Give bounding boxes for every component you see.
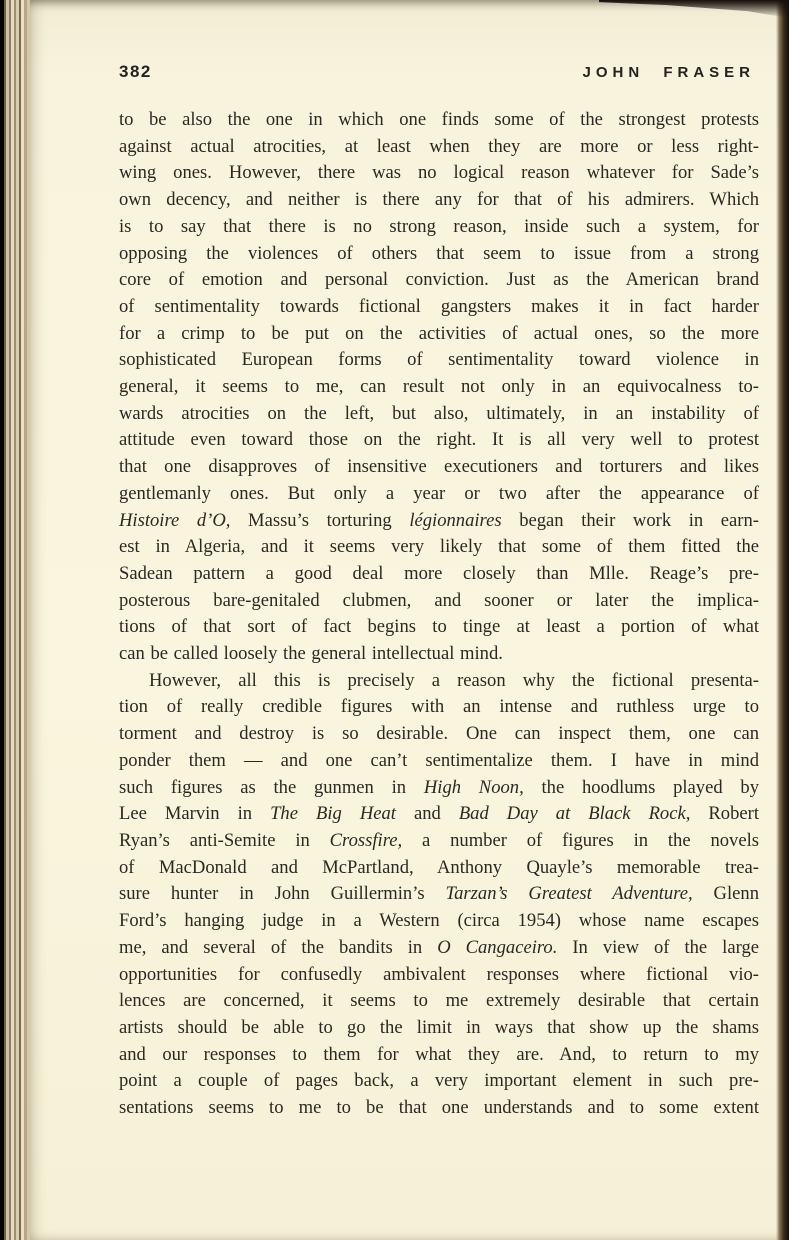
text-segment: Lee Marvin in [119, 803, 271, 825]
text-line [119, 347, 759, 374]
text-segment: is to say that there is no strong reason, inside such a system, for [119, 215, 759, 237]
running-header: JOHN FRASER [582, 64, 755, 81]
page-top-corner-shadow [599, 0, 789, 18]
text-line [119, 881, 759, 908]
text-segment: sentations seems to me to be that one understands and to some extent [119, 1097, 759, 1119]
text-segment: est in Algeria, and it seems very likely that some of them fitted the [119, 536, 759, 558]
text-line [119, 1015, 759, 1042]
text-line [119, 668, 759, 695]
text-segment: torment and destroy is so desirable. One can inspect them, one can [119, 723, 759, 745]
text-line [119, 508, 759, 535]
text-segment: lences are concerned, it seems to me extremely desirable that certain [119, 990, 759, 1012]
text-segment: me, and several of the bandits in [119, 936, 438, 958]
text-line [119, 641, 759, 668]
text-segment: began their work in earn- [501, 509, 759, 531]
text-line [119, 908, 759, 935]
text-segment: In view of the large [557, 936, 759, 958]
text-segment: tion of really credible figures with an intense and ruthless urge to [119, 696, 759, 718]
text-line [119, 134, 759, 161]
text-segment: wing ones. However, there was no logical reason whatever for Sade’s [119, 162, 759, 184]
italic-text-segment: The Big Heat [270, 803, 396, 825]
text-segment: own decency, and neither is there any for that of his admirers. Which [119, 189, 759, 211]
italic-text-segment: Bad Day at Black Rock, [458, 803, 691, 825]
page-number: 382 [119, 62, 152, 81]
italic-text-segment: Tarzan’s Greatest Adventure, [445, 883, 693, 905]
text-segment: However, all this is precisely a reason why the fictional presenta- [149, 669, 759, 691]
text-segment: ponder them — and one can’t sentimentalize them. I have in mind [119, 749, 759, 771]
italic-text-segment: O Cangaceiro. [437, 936, 558, 958]
text-segment: Ford’s hanging judge in a Western (circa 1954) whose name escapes [119, 910, 759, 932]
text-line [119, 481, 759, 508]
text-line [119, 187, 759, 214]
page [30, 0, 789, 1240]
text-line [119, 214, 759, 241]
text-segment: can be called loosely the general intellectual mind. [119, 643, 503, 665]
text-line [119, 160, 759, 187]
text-segment: core of emotion and personal conviction. Just as the American brand [119, 269, 759, 291]
text-line [119, 748, 759, 775]
text-segment: Sadean pattern a good deal more closely than Mlle. Reage’s pre- [119, 562, 759, 584]
text-block [119, 107, 759, 1122]
text-line [119, 855, 759, 882]
text-line [119, 694, 759, 721]
page-header [119, 62, 755, 84]
text-segment: attitude even toward those on the right. It is all very well to protest [119, 429, 759, 451]
text-line [119, 988, 759, 1015]
text-segment: of MacDonald and McPartland, Anthony Quayle’s memorable trea- [119, 856, 759, 878]
text-line [119, 321, 759, 348]
text-segment: tions of that sort of fact begins to tinge at least a portion of what [119, 616, 759, 638]
text-line [119, 775, 759, 802]
text-line [119, 534, 759, 561]
text-segment: such figures as the gunmen in [119, 776, 424, 798]
text-segment: a number of figures in the novels [402, 829, 759, 851]
text-line [119, 962, 759, 989]
italic-text-segment: légionnaires [409, 509, 502, 531]
italic-text-segment: Crossfire, [329, 829, 403, 851]
text-segment: posterous bare-genitaled clubmen, and sooner or later the implica- [119, 589, 759, 611]
text-segment: artists should be able to go the limit in ways that show up the shams [119, 1016, 759, 1038]
text-segment: sure hunter in John Guillermin’s [119, 883, 446, 905]
text-line [119, 454, 759, 481]
text-segment: and [395, 803, 459, 825]
text-segment: sophisticated European forms of sentimentality toward violence in [119, 349, 759, 371]
page-right-edge-shadow [776, 0, 789, 1240]
text-segment: Ryan’s anti-Semite in [119, 829, 330, 851]
text-segment: that one disapproves of insensitive executioners and torturers and likes [119, 456, 759, 478]
text-line [119, 561, 759, 588]
text-line [119, 294, 759, 321]
book-binding-edge [0, 0, 30, 1240]
text-line [119, 267, 759, 294]
text-line [119, 1042, 759, 1069]
text-line [119, 241, 759, 268]
text-segment: opportunities for confusedly ambivalent responses where fictional vio- [119, 963, 759, 985]
text-segment: of sentimentality towards fictional gangsters makes it in fact harder [119, 295, 759, 317]
italic-text-segment: Histoire d’O, [119, 509, 231, 531]
text-segment: Massu’s torturing [230, 509, 410, 531]
text-line [119, 828, 759, 855]
text-line [119, 107, 759, 134]
text-line [119, 1068, 759, 1095]
text-segment: for a crimp to be put on the activities of actual ones, so the more [119, 322, 759, 344]
text-line [119, 614, 759, 641]
text-segment: Glenn [692, 883, 759, 905]
text-line [119, 1095, 759, 1122]
text-segment: general, it seems to me, can result not only in an equivocalness to- [119, 376, 759, 398]
text-line [119, 374, 759, 401]
text-segment: wards atrocities on the left, but also, ultimately, in an instability of [119, 402, 759, 424]
text-line [119, 427, 759, 454]
text-line [119, 401, 759, 428]
text-segment: Robert [690, 803, 760, 825]
text-segment: point a couple of pages back, a very important element in such pre- [119, 1070, 759, 1092]
text-segment: gentlemanly ones. But only a year or two after the appearance of [119, 482, 759, 504]
text-segment: opposing the violences of others that seem to issue from a strong [119, 242, 759, 264]
text-line [119, 935, 759, 962]
text-line [119, 721, 759, 748]
text-line [119, 801, 759, 828]
text-segment: and our responses to them for what they are. And, to return to my [119, 1043, 759, 1065]
text-line [119, 588, 759, 615]
text-segment: against actual atrocities, at least when they are more or less right- [119, 135, 759, 157]
italic-text-segment: High Noon, [423, 776, 524, 798]
text-segment: the hoodlums played by [523, 776, 759, 798]
text-segment: to be also the one in which one finds some of the strongest protests [119, 109, 759, 130]
